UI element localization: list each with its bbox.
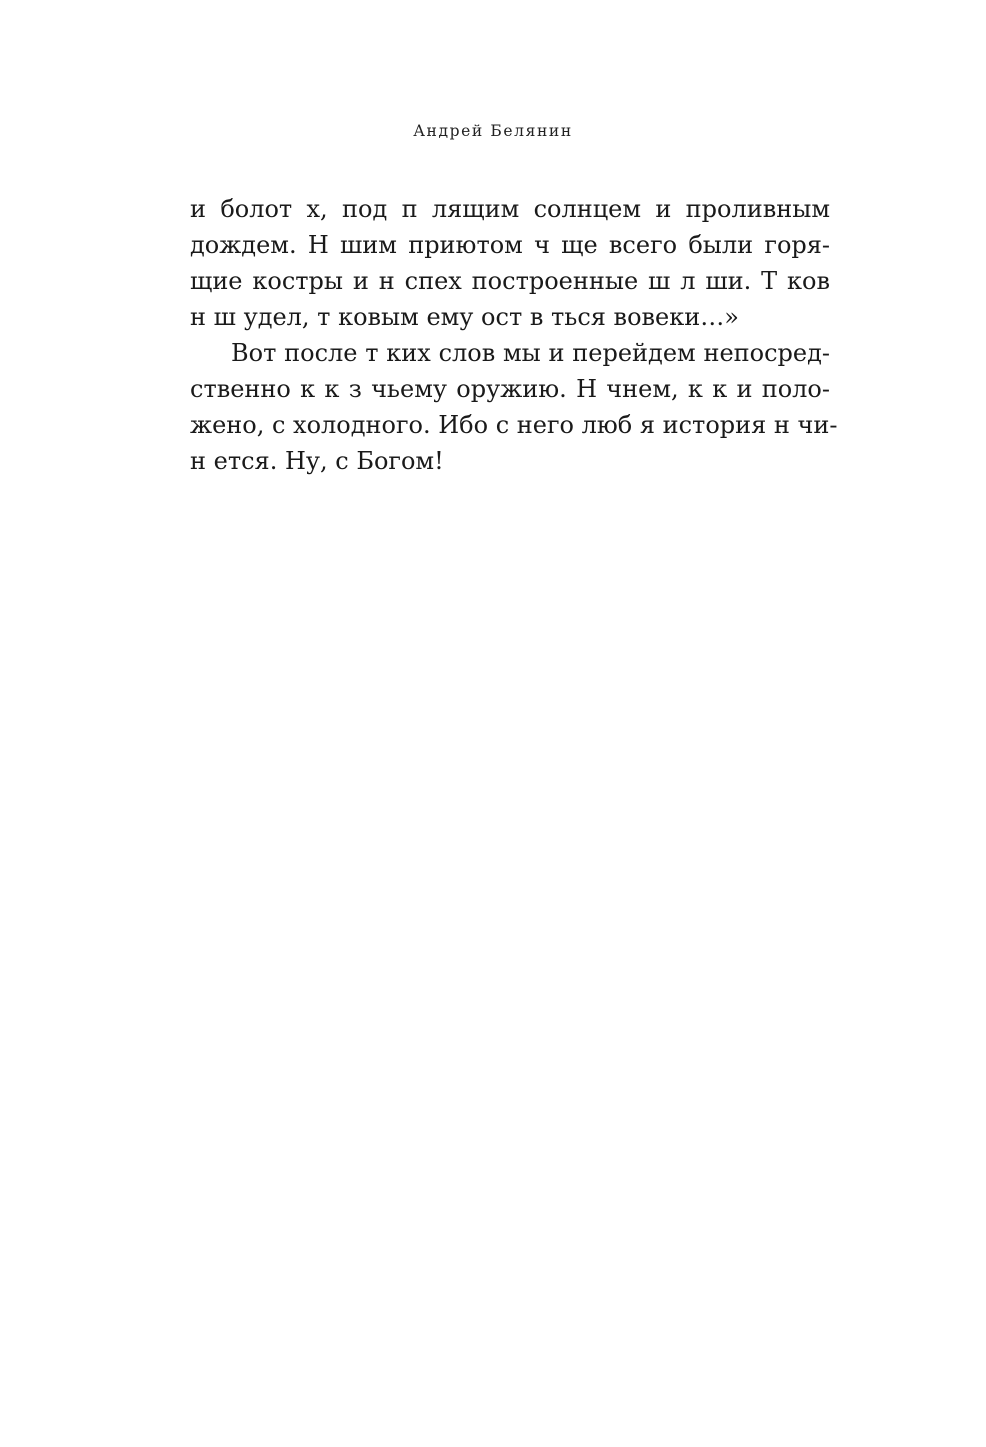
text-line: ственно к к з чьему оружию. Н чнем, к к и поло- [190,375,830,403]
running-head-author: Андрей Белянин [413,122,573,140]
text-line: жено, с холодного. Ибо с него люб я история н чи- [190,411,838,439]
text-line: щие костры и н спех построенные ш л ши. Т ков [190,267,830,295]
paragraph [190,335,838,479]
text-line: дождем. Н шим приютом ч ще всего были горя- [190,231,830,259]
text-line: н ш удел, т ковым ему ост в ться вовеки…» [190,303,739,331]
text-line: Вот после т ких слов мы и перейдем непосред- [231,339,830,367]
paragraph [190,191,830,335]
text-line: и болот х, под п лящим солнцем и проливным [190,195,830,223]
text-line: н ется. Ну, с Богом! [190,447,444,475]
body-text [190,191,838,479]
